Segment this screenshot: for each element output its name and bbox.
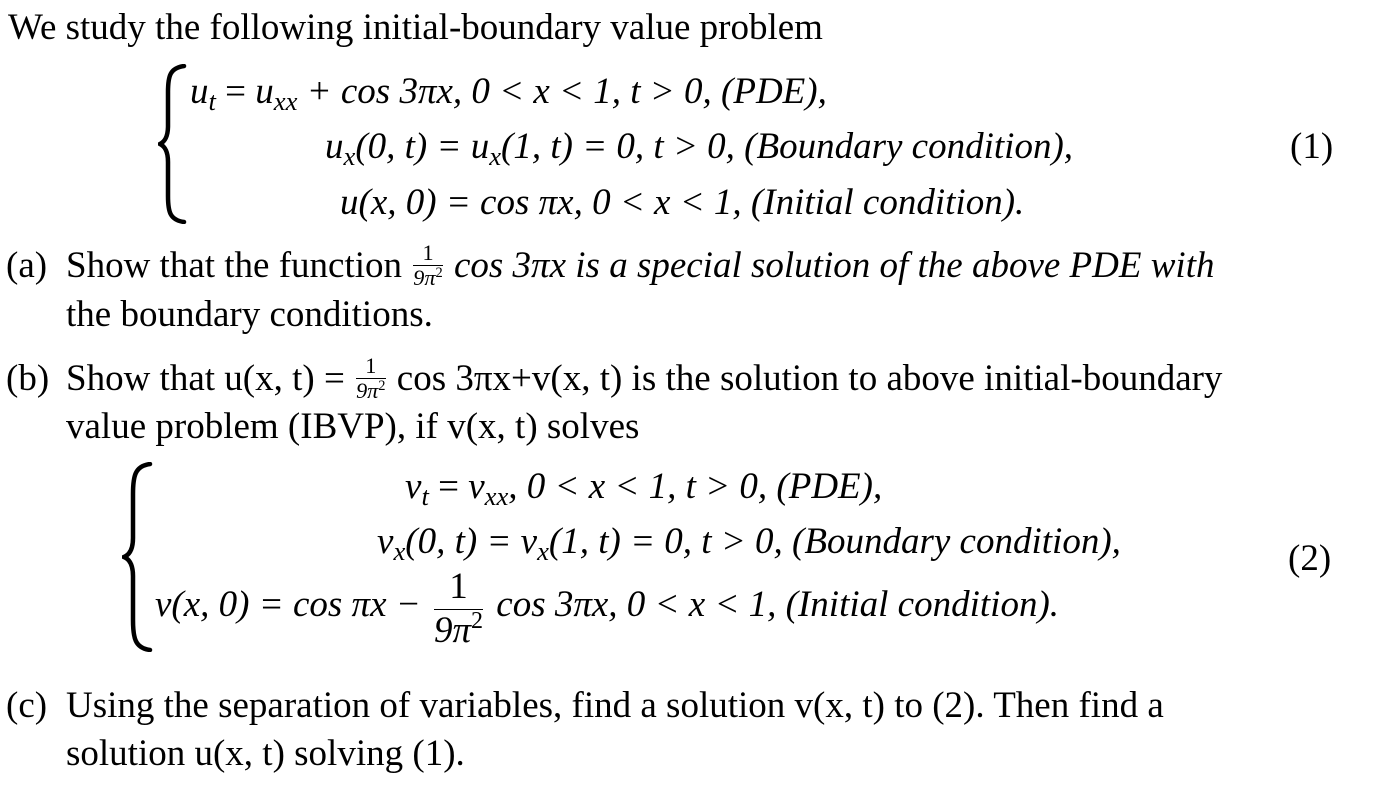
equation-number-1: (1) [1290,126,1334,167]
equation-number-2: (2) [1288,538,1332,579]
system1-initial: u(x, 0) = cos πx, 0 < x < 1, (Initial condition). [340,182,1025,223]
system2-initial: v(x, 0) = cos πx − $\frac{1}{9\pi^2}$ cos 3πx, 0 < x < 1, (Initial condition). [155,565,1060,651]
part-c-line1: Using the separation of variables, find a solution v(x, t) to (2). Then find a [66,685,1164,726]
system2-boundary: $v_x(0$, $t) = v_x(1$, t) = 0, t > 0, (Boundary condition), [377,521,1121,567]
intro-text: We study the following initial-boundary value problem [8,7,823,48]
part-a-label: (a) [6,245,48,286]
part-c-line2: solution u(x, t) solving (1). [66,733,465,774]
system1-pde: $u_t = u_{xx} + \cos 3\pi x$, 0 < x < 1, t > 0, (PDE), [190,71,827,117]
left-brace-2 [122,462,154,652]
part-b-line1: Show that u(x, t) = $\frac{1}{9\pi^2}$ cos 3πx+v(x, t) is the solution to above initial-boundary [66,353,1223,404]
left-brace-1 [158,64,188,224]
fraction-1-over-9pi2: $\frac{1}{9\pi^2}$ [433,565,484,651]
part-c-label: (c) [6,685,48,726]
system2-pde: $v_t = v_{xx}$, 0 < x < 1, t > 0, (PDE), [405,466,883,512]
system1-boundary: $u_x(0$, $t) = u_x(1$, t) = 0, t > 0, (Boundary condition), [325,126,1074,172]
fraction-1-over-9pi2: $\frac{1}{9\pi^2}$ [356,353,386,404]
part-b-line2: value problem (IBVP), if v(x, t) solves [66,406,640,447]
part-a-line1: Show that the function $\frac{1}{9\pi^2}$ cos 3πx is a special solution of the above PDE with [66,240,1215,291]
fraction-1-over-9pi2: $\frac{1}{9\pi^2}$ [413,240,443,291]
part-b-label: (b) [6,358,50,399]
part-a-line2: the boundary conditions. [66,294,433,335]
